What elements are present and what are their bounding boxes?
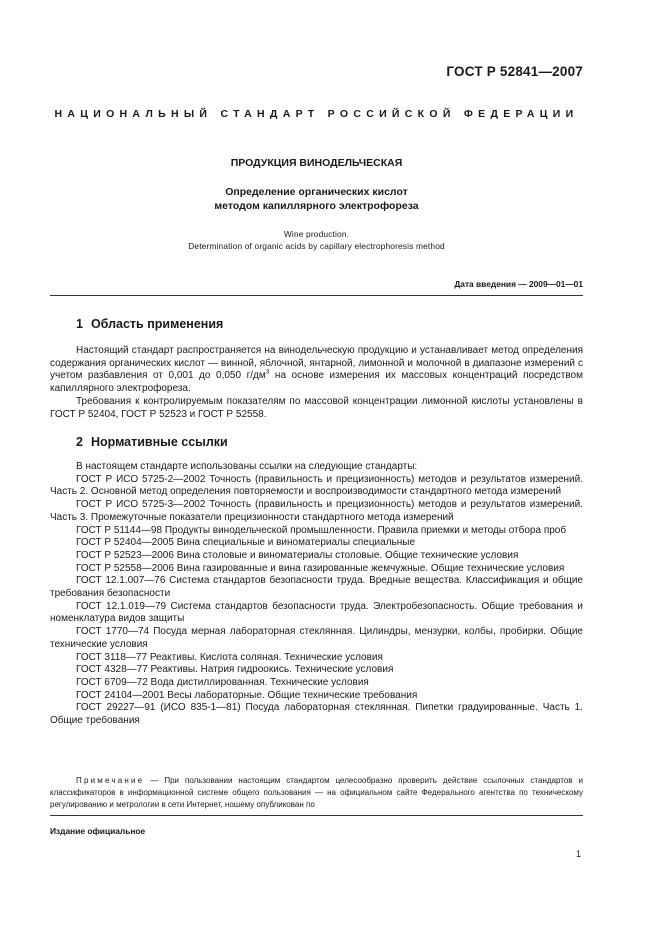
divider-top [50, 295, 583, 296]
section-1-paragraph-2: Требования к контролируемым показателям по массовой концентрации лимонной кислоты установлены в ГОСТ Р 52404, ГОСТ Р 52523 и ГОСТ Р 52558. [50, 395, 583, 420]
reference-item: ГОСТ 12.1.019—79 Система стандартов безопасности труда. Электробезопасность. Общие требования и номенклатура видов защиты [50, 600, 583, 625]
section-1-heading [76, 317, 223, 331]
reference-intro: В настоящем стандарте использованы ссылки на следующие стандарты: [76, 461, 418, 472]
english-title-line-1: Wine production. [283, 229, 350, 239]
section-1-number: 1 [76, 317, 83, 331]
section-2-body [50, 461, 583, 728]
section-1-body [50, 345, 583, 421]
reference-item: ГОСТ 1770—74 Посуда мерная лабораторная стеклянная. Цилиндры, мензурки, колбы, пробирки. Общие технические условия [50, 626, 583, 650]
reference-item: ГОСТ 3118—77 Реактивы. Кислота соляная. Технические условия [76, 651, 383, 663]
introduction-date: Дата введения — 2009—01—01 [454, 279, 583, 289]
edition-label: Издание официальное [50, 826, 146, 836]
subtitle-line-2: методом капиллярного электрофореза [214, 200, 419, 212]
reference-item: ГОСТ Р ИСО 5725-3—2002 Точность (правильность и прецизионность) методов и результатов измерений. Часть 3. Промежуточные показатели прецизионности стандартного метода измерений [50, 499, 583, 523]
divider-bottom [50, 815, 583, 816]
reference-item: ГОСТ 24104—2001 Весы лабораторные. Общие технические требования [76, 689, 418, 701]
section-2-number: 2 [76, 435, 83, 449]
reference-item: ГОСТ 12.1.007—76 Система стандартов безопасности труда. Вредные вещества. Классификация и общие требования безопасности [50, 575, 583, 600]
english-title-line-2: Determination of organic acids by capillary electrophoresis method [188, 240, 445, 251]
section-2-title: Нормативные ссылки [90, 435, 228, 449]
subtitle-line-1: Определение органических кислот [225, 186, 408, 198]
reference-item: ГОСТ Р ИСО 5725-2—2002 Точность (правильность и прецизионность) методов и результатов измерений. Часть 2. Основной метод определения повторяемости и воспроизводимости стандартного метода измерений [50, 473, 583, 498]
page-number: 1 [575, 849, 581, 859]
national-standard-banner: НАЦИОНАЛЬНЫЙ СТАНДАРТ РОССИЙСКОЙ ФЕДЕРАЦИИ [54, 108, 579, 120]
reference-item: ГОСТ 29227—91 (ИСО 835-1—81) Посуда лабораторная стеклянная. Пипетки градуированные. Часть 1. Общие требования [50, 702, 583, 727]
standard-number: ГОСТ Р 52841—2007 [446, 64, 583, 79]
note-label: Примечание [76, 776, 145, 785]
reference-item: ГОСТ 6709—72 Вода дистиллированная. Технические условия [76, 676, 369, 688]
superscript-3: 3 [265, 369, 270, 377]
note-text: — При пользовании настоящим стандартом целесообразно проверить действие ссылочных стандартов и классификаторов в информационной системе общего пользования — на официальном сайте Федерального агентства по техническому регулированию и метрологии в сети Интернет, ношему опубликован по [50, 776, 583, 810]
document-title: ПРОДУКЦИЯ ВИНОДЕЛЬЧЕСКАЯ [230, 157, 403, 169]
reference-item: ГОСТ Р 52404—2005 Вина специальные и виноматериалы специальные [76, 537, 416, 549]
note-block [50, 775, 583, 812]
reference-item: ГОСТ Р 52523—2006 Вина столовые и виноматериалы столовые. Общие технические условия [76, 549, 519, 561]
reference-item: ГОСТ Р 51144—98 Продукты винодельческой промышленности. Правила приемки и методы отбора проб [76, 524, 567, 536]
section-2-heading [76, 435, 228, 449]
reference-item: ГОСТ Р 52558—2006 Вина газированные и вина газированные жемчужные. Общие технические условия [76, 562, 565, 574]
section-1-paragraph-1: Настоящий стандарт распространяется на винодельческую продукцию и устанавливает метод определения содержания органических кислот — винной, яблочной, янтарной, лимонной и молочной в диапазоне измерений с учетом разбавления от 0,001 до 0,050 $г/дм^3$ на основе измерения их массовых концентраций посредством капиллярного электрофореза. [50, 345, 583, 395]
reference-item: ГОСТ 4328—77 Реактивы. Натрия гидроокись. Технические условия [76, 664, 394, 676]
english-title [50, 229, 583, 252]
section-1-title: Область применения [90, 317, 224, 331]
document-subtitle [50, 185, 583, 213]
